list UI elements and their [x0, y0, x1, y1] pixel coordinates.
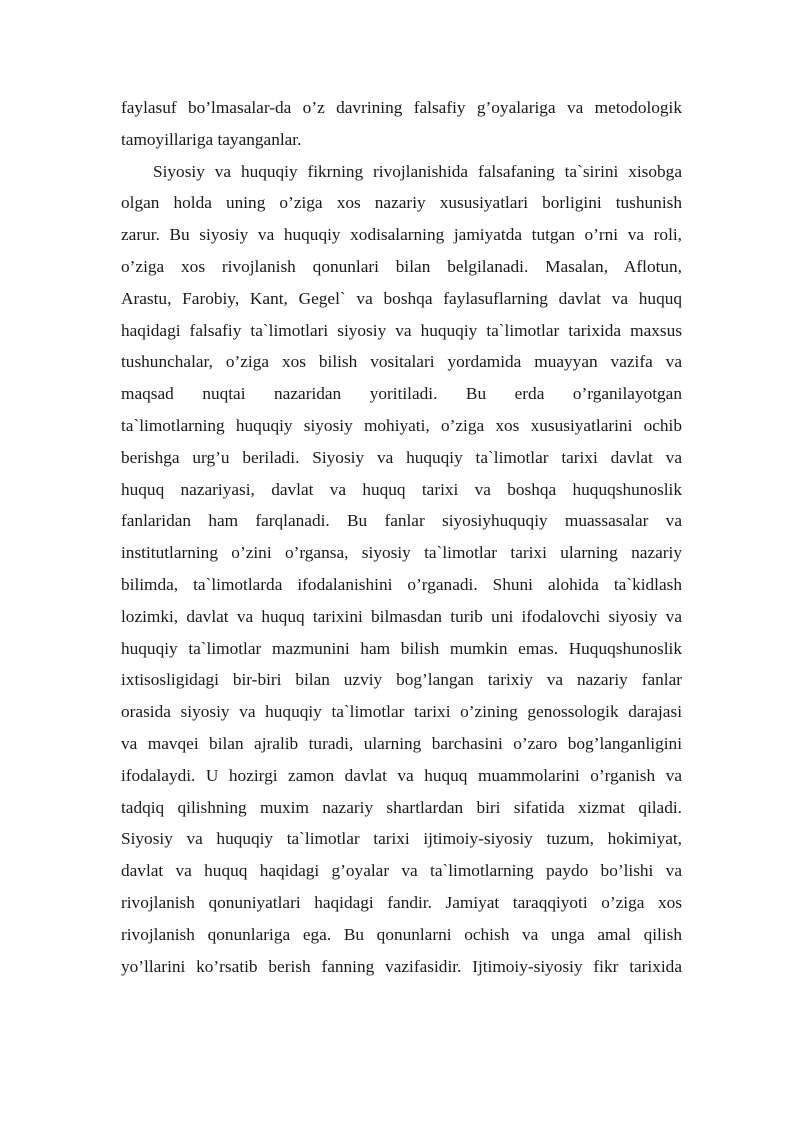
text-line: tadqiq qilishning muxim nazariy shartlardan biri sifatida xizmat qiladi. — [121, 797, 682, 817]
text-line: fanlaridan ham farqlanadi. Bu fanlar siyosiyhuquqiy muassasalar va — [121, 511, 682, 531]
text-line: faylasuf bo’lmasalar-da o’z davrining falsafiy g’oyalariga va metodologik — [121, 98, 682, 117]
text-line: berishga urg’u beriladi. Siyosiy va huquqiy ta`limotlar tarixi davlat va — [121, 447, 682, 467]
text-line: institutlarning o’zini o’rgansa, siyosiy ta`limotlar tarixi ularning nazariy — [121, 543, 682, 563]
text-line: ifodalaydi. U hozirgi zamon davlat va huquq muammolarini o’rganish va — [121, 765, 682, 785]
text-line: davlat va huquq haqidagi g’oyalar va ta`limotlarning paydo bo’lishi va — [121, 861, 682, 881]
text-line: tushunchalar, o’ziga xos bilish vositalari yordamida muayyan vazifa va — [121, 352, 682, 372]
text-line: Arastu, Farobiy, Kant, Gegel` va boshqa faylasuflarning davlat va huquq — [121, 288, 682, 308]
text-line: rivojlanish qonuniyatlari haqidagi fandir. Jamiyat taraqqiyoti o’ziga xos — [121, 892, 682, 912]
text-line: huquqiy ta`limotlar mazmunini ham bilish mumkin emas. Huquqshunoslik — [121, 638, 682, 658]
text-line: yo’llarini ko’rsatib berish fanning vazifasidir. Ijtimoiy-siyosiy fikr tarixida — [121, 956, 682, 976]
text-line: rivojlanish qonunlariga ega. Bu qonunlarni ochish va unga amal qilish — [121, 924, 682, 944]
text-line: bilimda, ta`limotlarda ifodalanishini o’rganadi. Shuni alohida ta`kidlash — [121, 574, 682, 594]
text-line: haqidagi falsafiy ta`limotlari siyosiy va huquqiy ta`limotlar tarixida maxsus — [121, 320, 682, 340]
text-line: va mavqei bilan ajralib turadi, ularning barchasini o’zaro bog’langanligini — [121, 733, 682, 753]
text-line: tamoyillariga tayanganlar. — [121, 129, 302, 149]
body-text — [121, 92, 682, 982]
paragraph-first-line: Siyosiy va huquqiy fikrning rivojlanishida falsafaning ta`sirini xisobga — [153, 161, 682, 181]
text-line: ixtisosligidagi bir-biri bilan uzviy bog’langan tarixiy va nazariy fanlar — [121, 670, 682, 690]
text-line: lozimki, davlat va huquq tarixini bilmasdan turib uni ifodalovchi siyosiy va — [121, 606, 682, 626]
text-line: zarur. Bu siyosiy va huquqiy xodisalarning jamiyatda tutgan o’rni va roli, — [121, 225, 682, 245]
text-line: olgan holda uning o’ziga xos nazariy xususiyatlari borligini tushunish — [121, 193, 682, 213]
text-line: Siyosiy va huquqiy ta`limotlar tarixi ijtimoiy-siyosiy tuzum, hokimiyat, — [121, 829, 682, 849]
text-line: ta`limotlarning huquqiy siyosiy mohiyati, o’ziga xos xususiyatlarini ochib — [121, 415, 682, 435]
text-line: huquq nazariyasi, davlat va huquq tarixi va boshqa huquqshunoslik — [121, 479, 682, 499]
text-line: orasida siyosiy va huquqiy ta`limotlar tarixi o’zining genossologik darajasi — [121, 702, 682, 722]
text-line: maqsad nuqtai nazaridan yoritiladi. Bu erda o’rganilayotgan — [121, 384, 682, 404]
text-line: o’ziga xos rivojlanish qonunlari bilan belgilanadi. Masalan, Aflotun, — [121, 256, 682, 276]
